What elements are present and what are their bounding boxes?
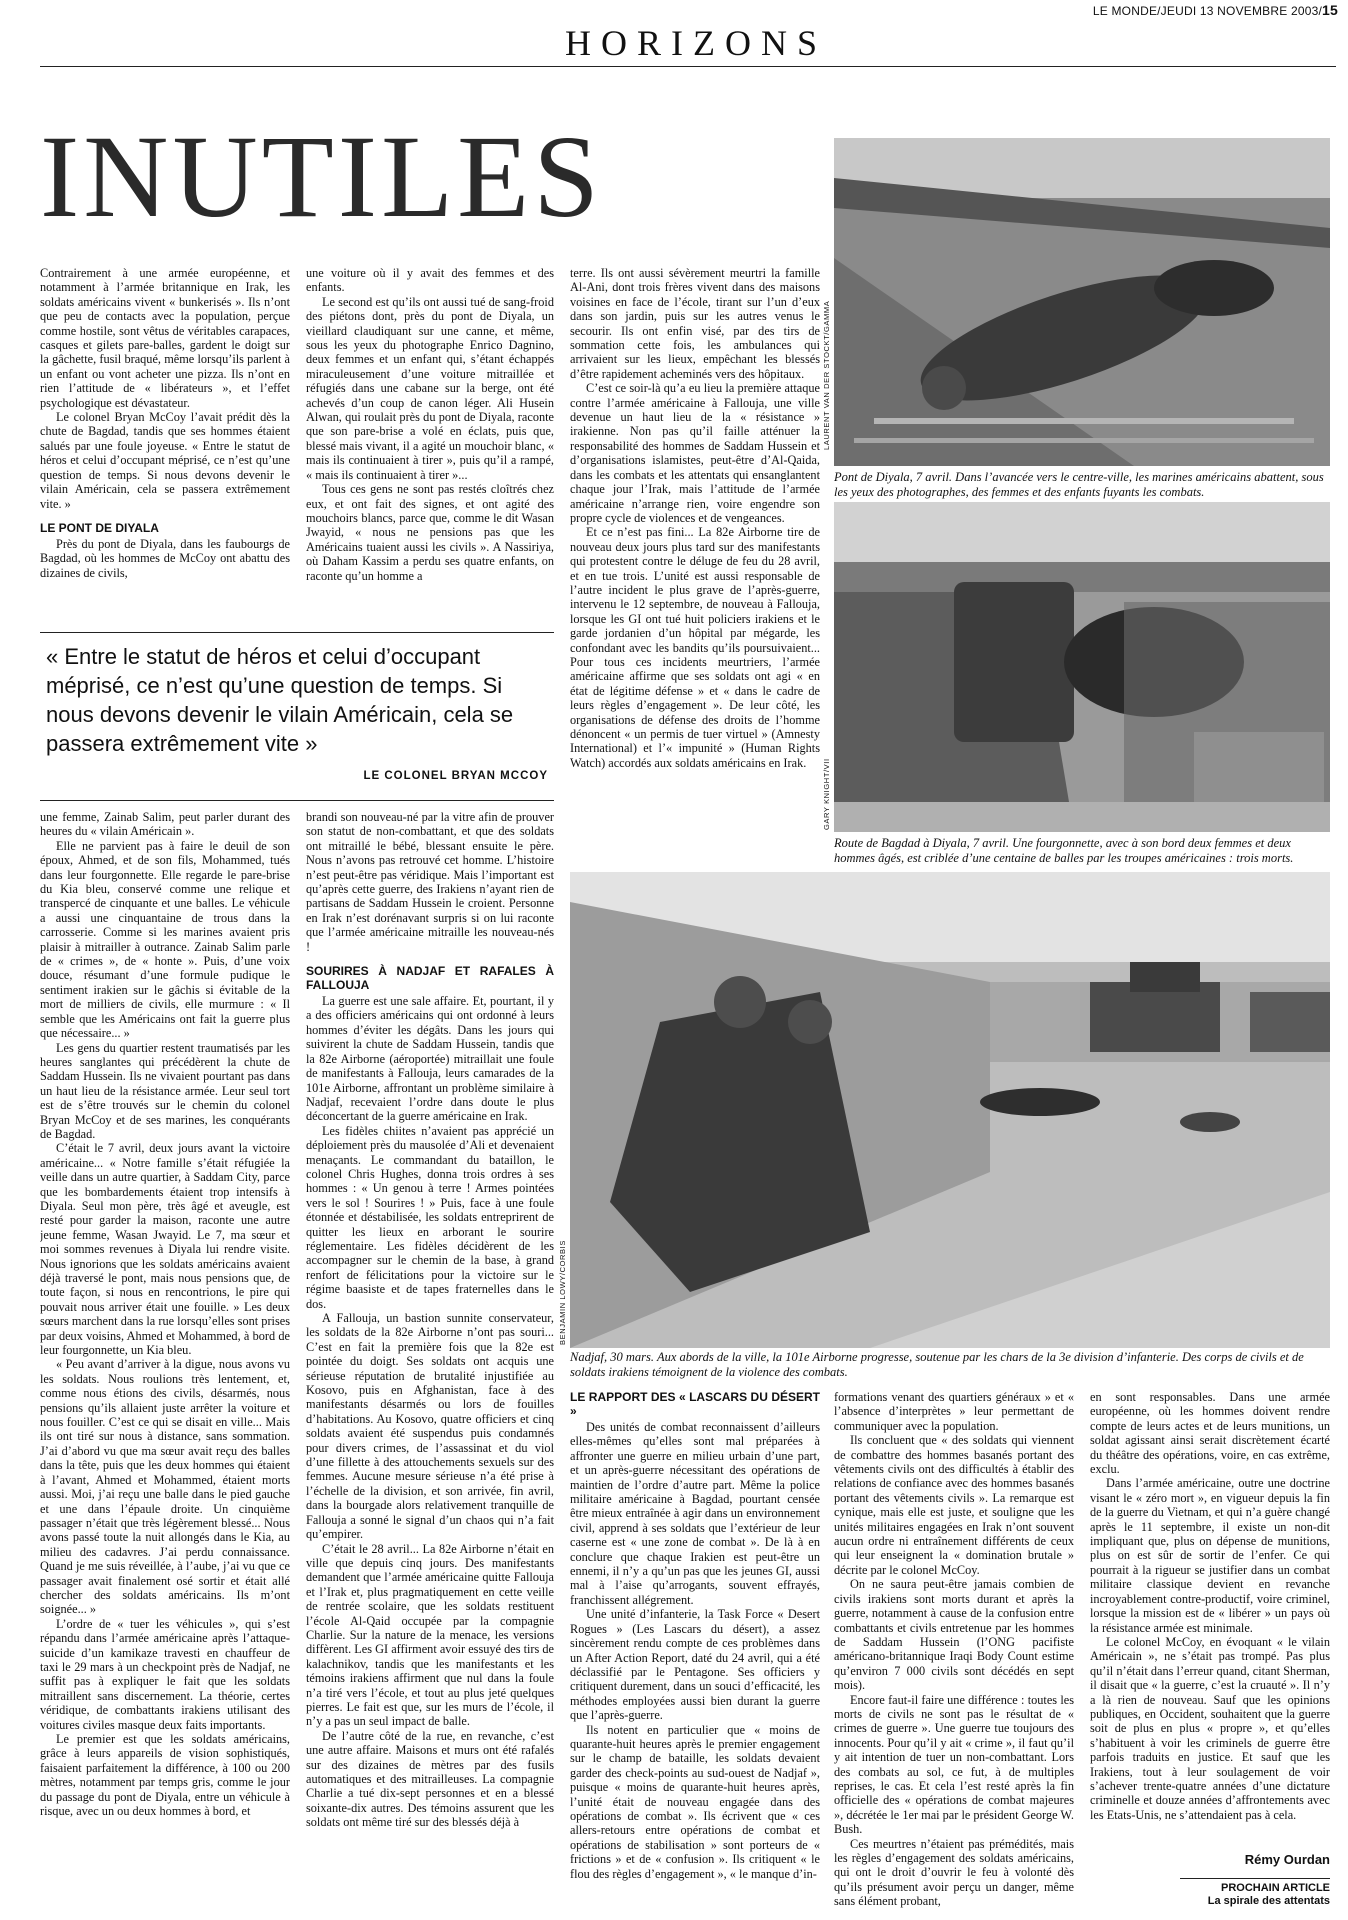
paragraph: Le colonel McCoy, en évoquant « le vilain Américain », ne s’était pas trompé. Pas plus qu’il n’était dans l’erreur quand, citant Sherman, il disait que « la guerre, c’est la cruauté ». Il n’y a là rien de nouveau. Sauf que les opinions publiques, en Occident, souhaitent que la guerre soit de plus en plus « propre », et qu’elles s’habituent à voir les criminels de guerre être parfois traduits en justice. Et sauf que les Irakiens, tout à leur soulagement de voir s’achever trente-quatre années d’une dictature criminelle et douze années d’affrontements avec les Etats-Unis, ne s’attendaient pas à cela.: [1090, 1634, 1330, 1822]
paragraph: C’est ce soir-là qu’a eu lieu la première attaque contre l’armée américaine à Fallouja, une ville devenue un haut lieu de la « résistance » irakienne. Non pas qu’il faille atténuer la responsabilité des hommes de Saddam Hussein et d’organisations islamistes, peut-être d’Al-Qaida, dans les combats et les attentats qui ensanglantent chaque jour l’Irak, mais l’attitude de l’armée américaine n’arrange rien, voire engendre son propre cycle de violences et de vengeances.: [570, 381, 820, 525]
folio: [1093, 2, 1338, 18]
paragraph: en sont responsables. Dans une armée européenne, où les hommes doivent rendre compte de leurs actes et de leurs munitions, un soldat agissant ainsi serait discrètement écarté du théâtre des opérations, voire, en cas extrême, exclu.: [1090, 1390, 1330, 1477]
paragraph: Et ce n’est pas fini... La 82e Airborne tire de nouveau deux jours plus tard sur des manifestants qui protestent contre le déluge de feu du 28 avril, et en tue trois. L’unité est aussi responsable de l’autre incident le plus grave de l’après-guerre, intervenu le 12 septembre, de nouveau à Fallouja, lorsque les GI ont tué huit policiers irakiens et le garde jordanien d’un hôpital par mégarde, les confondant avec les bandits qu’ils poursuivaient... Pour tous ces incidents meurtriers, l’armée américaine affirme que ses soldats ont agi « en état de légitime défense » et « dans le cadre de leurs règles d’engagement ». De leur côté, les organisations de défense des droits de l’homme dénoncent « un permis de tuer virtuel » (Amnesty International) et l’« impunité » (Human Rights Watch) accordés aux soldats américains en Irak.: [570, 525, 820, 770]
paragraph: terre. Ils ont aussi sévèrement meurtri la famille Al-Ani, dont trois frères vivent dans des maisons voisines en face de l’école, tirant sur l’un d’eux dans son jardin, puis sur les autres venus le secourir. Ils ont enfin visé, par des tirs de sommation cette fois, les ambulances qui arrivaient sur les lieux, empêchant les blessés d’être rapidement acheminés vers des hôpitaux.: [570, 266, 820, 381]
paragraph: Encore faut-il faire une différence : toutes les morts de civils ne sont pas le résultat de « crimes de guerre ». Une guerre tue toujours des innocents. Pour qu’il y ait « crime », il faut qu’il y ait intention de tuer un non-combattant. Lors des combats au sol, ce fut, à de multiples reprises, le cas. Et cela l’est resté après la fin officielle des « opérations de combat majeures », décrétée le 1er mai par le président George W. Bush.: [834, 1692, 1074, 1837]
photo-nadjaf: [570, 872, 1330, 1348]
paragraph: Ils concluent que « des soldats qui viennent de combattre des hommes basanés portant des vêtements civils ont des difficultés à établir des relations de confiance avec des hommes basanés portant des vêtements civils ». La remarque est cynique, mais elle est juste, et souligne que les unités militaires engagées en Irak n’ont souvent aucun ordre ni entraînement différents de ceux qui leur enseignent la « domination brutale » décrite par le colonel McCoy.: [834, 1433, 1074, 1577]
paragraph: Près du pont de Diyala, dans les faubourgs de Bagdad, où les hommes de McCoy ont abattu des dizaines de civils,: [40, 536, 290, 580]
article-column-1: [40, 266, 290, 610]
subheading: LE PONT DE DIYALA: [40, 520, 159, 535]
paragraph: Ils notent en particulier que « moins de quarante-huit heures après le premier engagement sur le champ de bataille, les soldats devaient garder des check-points au sud-ouest de Nadjaf », puisque « moins de quarante-huit heures après, l’unité était de nouveau engagée dans des opérations de combat ». Ils écrivent que « ces allers-retours entre opérations de combat et opérations de stabilisation » sont porteurs de « frictions » et de « confusion ». Ils critiquent « le flou des règles d’engagement », « le manque d’in-: [570, 1722, 820, 1881]
paragraph: Des unités de combat reconnaissent d’ailleurs elles-mêmes qu’elles sont mal préparées à affronter une guerre en milieu urbain d’une part, et un après-guerre nécessitant des opérations de maintien de l’ordre d’autre part. Même la police militaire américaine à Bagdad, pourtant censée être mieux entraînée à agir dans un environnement civil, apprend à ses soldats que l’extérieur de leur caserne est « une zone de combat ». De là à en conclure que chaque Irakien est peut-être un ennemi, il n’y a qu’un pas que les jeunes GI, aussi mal à l’aise qu’arrogants, souvent effrayés, franchissent allégrement.: [570, 1420, 820, 1607]
paragraph: A Fallouja, un bastion sunnite conservateur, les soldats de la 82e Airborne n’ont pas souri... C’est en fait la première fois que la 82e est pointée du doigt. Ses soldats ont acquis une sérieuse réputation de brutalité injustifiée au Kosovo, puis en Afghanistan, face à des manifestants désarmés ou lors de fouilles d’habitations. Au Kosovo, quatre officiers et cinq soldats avaient été suspendus puis condamnés pour divers crimes, de l’assassinat et du viol d’une fillette à des attouchements sexuels sur des femmes. Aucune mesure sérieuse n’a été prise à l’échelle de la division, et son arrivée, fin avril, dans la bourgade alors relativement tranquille de Fallouja a sonné le signal d’un chaos qui n’a fait qu’empirer.: [306, 1311, 554, 1542]
paragraph: L’ordre de « tuer les véhicules », qui s’est répandu dans l’armée américaine après l’attaque-suicide d’un kamikaze travesti en chauffeur de taxi le 29 mars à un checkpoint près de Nadjaf, ne suffit pas à expliquer le fait que les soldats mitraillent sans discernement. La théorie, certes véridique, de combattants irakiens utilisant des voitures civiles masque deux faits importants.: [40, 1616, 290, 1732]
paragraph: Dans l’armée américaine, outre une doctrine visant le « zéro mort », en vigueur depuis la fin de la guerre du Vietnam, et qui n’a guère changé après le 11 septembre, il existe un non-dit impliquant que, plus on dépense de munitions, plus on est sûr de sortir de l’enfer. Ce qui pourrait à la rigueur se justifier dans un combat militaire classique devient en revanche incroyablement contre-productif, voire criminel, lorsque la mission est de « libérer » un pays où la résistance armée est minimale.: [1090, 1476, 1330, 1635]
next-article-title: La spirale des attentats: [1207, 1895, 1330, 1907]
headline: INUTILES: [40, 111, 603, 242]
next-article: [1090, 1882, 1330, 1908]
top-rule: [40, 66, 1336, 67]
subheading: SOURIRES À NADJAF ET RAFALES À FALLOUJA: [306, 964, 554, 993]
paragraph: C’était le 28 avril... La 82e Airborne n’était en ville que depuis cinq jours. Des manifestants demandent que l’armée américaine quitte Fallouja et l’Irak et, plus pragmatiquement en cette veille de rentrée scolaire, que les soldats restituent l’école Al-Qaid occupée par la compagnie Charlie. Sur la nature de la menace, les versions diffèrent. Les GI affirment avoir essuyé des tirs de kalachnikov, tandis que les manifestants et les témoins irakiens affirment que nul dans la foule n’a tiré vers l’école, et tout au plus jeté quelques pierres. Le fait est que, sur les murs de l’école, il n’y a pas un seul impact de balle.: [306, 1541, 554, 1729]
signature: Rémy Ourdan: [1244, 1852, 1330, 1867]
photo-van-image: [834, 502, 1330, 832]
article-column-5: [306, 810, 554, 1910]
photo-credit: LAURENT VAN DER STOCKT/GAMMA: [822, 300, 831, 450]
paragraph: La guerre est une sale affaire. Et, pourtant, il y a des officiers américains qui ont ordonné à leurs hommes d’éviter les dégâts. Dans les jours qui suivirent la chute de Saddam Hussein, tandis que la 82e Airborne (aéroportée) mitraillait une foule de manifestants à Fallouja, leurs camarades de la 101e Airborne, affrontant un problème similaire à Nadjaf, recevaient l’ordre dans doute le plus déconcertant de la guerre américaine en Irak.: [306, 994, 554, 1124]
paragraph: formations venant des quartiers généraux » et « l’absence d’interprètes » leur permettant de communiquer avec la population.: [834, 1390, 1074, 1433]
article-column-6: [570, 1390, 820, 1910]
article-column-4: [40, 810, 290, 1910]
subheading: LE RAPPORT DES « LASCARS DU DÉSERT »: [570, 1390, 820, 1418]
paragraph: Tous ces gens ne sont pas restés cloîtrés chez eux, et ont fait des signes, et ont agité des mouchoirs blancs, parce que, comme le dit Wasan Jwayid, « nous ne pensions pas que les Américains tuaient aussi les civils ». A Nassiriya, où Daham Kassim a perdu ses quatre enfants, on raconte qu’un homme a: [306, 482, 554, 583]
paragraph: Les fidèles chiites n’avaient pas apprécié un déploiement près du mausolée d’Ali et devenaient menaçants. Le commandant du bataillon, le colonel Chris Hughes, donna trois ordres à ses hommes : « Un genou à terre ! Armes pointées vers le sol ! Sourires ! » Puis, face à une foule étonnée et déstabilisée, les soldats entreprirent de quitter les lieux en arborant le sourire réglementaire. Les fidèles décidèrent de les accompagner sur le chemin de la base, à grand renfort de félicitations pour la victoire sur le régime baasiste et de tapes fraternelles dans le dos.: [306, 1123, 554, 1311]
rubric: HORIZONS: [564, 23, 827, 63]
pullquote-bottom-rule: [40, 800, 554, 801]
photo-caption: Nadjaf, 30 mars. Aux abords de la ville, la 101e Airborne progresse, soutenue par les chars de la 3e division d’infanterie. Des corps de civils et de soldats irakiens témoignent de la violence des combats.: [570, 1350, 1304, 1379]
paragraph: Le premier est que les soldats américains, grâce à leurs appareils de vision sophistiqués, faisaient parfaitement la différence, à 100 ou 200 mètres, notamment par temps gris, comme le jour du passage du pont de Diyala, entre un véhicule à risque, avec un ou deux hommes à bord, et: [40, 1732, 290, 1819]
paragraph: Les gens du quartier restent traumatisés par les heures sanglantes qui précédèrent la chute de Saddam Hussein. Ils ne vivaient pourtant pas dans un haut lieu de la résistance armée. Leur seul tort est de s’être trouvés sur le chemin du colonel Bryan McCoy et de ses marines, les conquérants de Bagdad.: [40, 1040, 290, 1141]
pullquote: « Entre le statut de héros et celui d’occupant méprisé, ce n’est qu’une question de temps. Si nous devons devenir le vilain Américain, cela se passera extrêmement vite »: [46, 644, 514, 756]
paragraph: Une unité d’infanterie, la Task Force « Desert Rogues » (Les Lascars du désert), a assez sincèrement rendu compte de ces problèmes dans un After Action Report, daté du 24 avril, qui a été déclassifié par le Pentagone. Ses officiers y critiquent durement, dans un souci d’efficacité, les méthodes employées aussi bien durant la guerre que l’après-guerre.: [570, 1607, 820, 1723]
article-column-8: [1090, 1390, 1330, 1845]
paragraph: « Peu avant d’arriver à la digue, nous avons vu les soldats. Nous roulions très lentement, et, comme nous étions des civils, désarmés, nous pensions qu’ils allaient juste arrêter la voiture et nous fouiller. C’est ce qui se disait en ville... Mais ils ont tiré sur nous à distance, sans sommation. J’ai d’abord vu que ma sœur avait reçu des balles dans la tête, puis que les deux hommes qui étaient à l’avant, Ahmed et Mohammed, étaient morts aussi. Moi, j’ai reçu une balle dans le pied gauche et une dans l’épaule droite. Un cinquième passager n’était que très légèrement blessé... Nous avons passé toute la nuit allongés dans le Kia, au milieu des cadavres. J’ai perdu connaissance. Quand je me suis réveillée, à l’aube, j’ai vu que ce passager avait finalement osé sortir et était allé chercher des soldats américains. Ils m’ont soignée... »: [40, 1357, 290, 1617]
photo-caption: Route de Bagdad à Diyala, 7 avril. Une fourgonnette, avec à son bord deux femmes et deux hommes âgés, est criblée d’une centaine de balles par les troupes américaines : trois morts.: [834, 836, 1294, 865]
pullquote-top-rule: [40, 632, 554, 633]
paragraph: Ces meurtres n’étaient pas prémédités, mais les règles d’engagement des soldats américains, qui ont le droit d’ouvrir le feu à volonté dès qu’ils présument avoir perçu un danger, même sans élément probant,: [834, 1836, 1074, 1909]
photo-credit: BENJAMIN LOWY/CORBIS: [558, 1240, 567, 1345]
paragraph: On ne saura peut-être jamais combien de civils irakiens sont morts durant et après la guerre, notamment à cause de la confusion entre combattants et civils entretenue par les hommes de Saddam Hussein (l’ONG pacifiste américano-britannique Iraqi Body Count estime qu’environ 7 000 civils sont décédés en sept mois).: [834, 1577, 1074, 1693]
paragraph: brandi son nouveau-né par la vitre afin de prouver son statut de non-combattant, et que des soldats ont mitraillé le bébé, blessant ensuite le père. Nous n’avons pas retrouvé cet homme. L’histoire n’est peut-être pas véridique. Mais l’important est qu’après cette guerre, des Irakiens n’ayant rien de partisans de Saddam Hussein le croient. Personne en Irak n’est dorénavant surpris si on lui raconte que l’armée américaine mitraille les nouveau-nés !: [306, 810, 554, 954]
paragraph: De l’autre côté de la rue, en revanche, c’est une autre affaire. Maisons et murs ont été rafalés sur des dizaines de mètres par des fusils automatiques et des mitrailleuses. La compagnie Charlie a tué dix-sept personnes et en a blessé soixante-dix autres. Des témoins assurent que les soldats ont même tiré sur des blessés déjà à: [306, 1728, 554, 1830]
paragraph: C’était le 7 avril, deux jours avant la victoire américaine... « Notre famille s’était réfugiée la veille dans un autre quartier, à Saddam City, parce que les bombardements étaient trop intensifs à Diyala. Seul mon père, très âgé et aveugle, est resté pour garder la maison, raconte une autre jeune femme, Wasan Jwayid. Le 7, ma sœur et moi sommes revenues à Diyala lui rendre visite. Nous ignorions que les soldats américains avaient déjà traversé le pont, mais nous pensions que, de toute façon, si nous en rencontrions, le pire qui pouvait nous arriver était une fouille. » Les deux sœurs marchent dans la rue lorsqu’elles sont prises par deux voisins, Ahmed et Mohammed, à bord de leur fourgonnette, un Kia bleu.: [40, 1141, 290, 1358]
photo-caption: Pont de Diyala, 7 avril. Dans l’avancée vers le centre-ville, les marines américains abattent, sous les yeux des photographes, des femmes et des enfants fuyants les combats.: [834, 470, 1324, 499]
article-column-3: [570, 266, 820, 862]
article-column-2: [306, 266, 554, 610]
paragraph: Contrairement à une armée européenne, et notamment à l’armée britannique en Irak, les soldats américains vivent « bunkerisés ». Ils n’ont que peu de contacts avec la population, perçue comme hostile, sont vêtus de véritables carapaces, casques et gilets pare-balles, gardent le doigt sur la gâchette, fusil braqué, même lorsqu’ils parlent à un enfant ou vont acheter une pizza. Ils n’ont en rien l’attitude de « libérateurs », et l’effet psychologique est dévastateur.: [40, 266, 290, 410]
article-column-7: [834, 1390, 1074, 1910]
paragraph: une voiture où il y avait des femmes et des enfants.: [306, 266, 554, 295]
photo-credit: GARY KNIGHT/VII: [822, 758, 831, 830]
paragraph: une femme, Zainab Salim, peut parler durant des heures du « vilain Américain ».: [40, 810, 290, 839]
photo-van: [834, 502, 1330, 832]
paragraph: Le second est qu’ils ont aussi tué de sang-froid des piétons dont, près du pont de Diyala, un vieillard claudiquant sur une canne, et même, sous les yeux du photographe Enrico Dagnino, deux femmes et un enfant qui, s’étant échappés miraculeusement d’une voiture mitraillée et réfugiés dans une cabane sur la berge, ont été achevés d’un coup de canon léger. Ali Husein Alwan, qui roulait près du pont de Diyala, raconte que son pare-brise a volé en éclats, puis que, blessé mais vivant, il a agité un mouchoir blanc, « mais ils continuaient à tirer », puis qu’il a rampé, « mais ils continuaient à tirer »...: [306, 294, 554, 482]
paragraph: Elle ne parvient pas à faire le deuil de son époux, Ahmed, et de son fils, Mohammed, tués dans leur fourgonnette. Elle regarde le pare-brise du Kia bleu, conservé comme une relique et transpercé de cinquante et une balles. Le véhicule a aussi une cinquantaine de trous dans la carrosserie. Comme si les marines avaient pris plaisir à mitrailler à outrance. Zainab Salim parle de « crimes », de « honte ». Puis, d’une voix douce, résumant d’une formule pudique le sentiment irakien sur le gâchis si évitable de la mort de milliers de civils, elle murmure : « Il semble que les Américains ont fait la guerre plus que nécessaire... »: [40, 838, 290, 1041]
next-article-label: PROCHAIN ARTICLE: [1221, 1882, 1330, 1894]
photo-diyala-bridge-image: [834, 138, 1330, 466]
pullquote-author: LE COLONEL BRYAN MCCOY: [363, 770, 548, 782]
paragraph: Le colonel Bryan McCoy l’avait prédit dès la chute de Bagdad, tandis que ses hommes étaient salués par une foule joyeuse. « Entre le statut de héros et celui d’occupant méprisé, ce n’est qu’une question de temps. Si nous devons devenir le vilain Américain, cela se passera extrêmement vite. »: [40, 410, 290, 511]
folio-source: LE MONDE/JEUDI 13 NOVEMBRE 2003/: [1092, 4, 1323, 18]
folio-page: 15: [1322, 2, 1338, 18]
photo-diyala-bridge: [834, 138, 1330, 466]
next-article-rule: [1180, 1878, 1330, 1879]
photo-nadjaf-image: [570, 872, 1330, 1348]
